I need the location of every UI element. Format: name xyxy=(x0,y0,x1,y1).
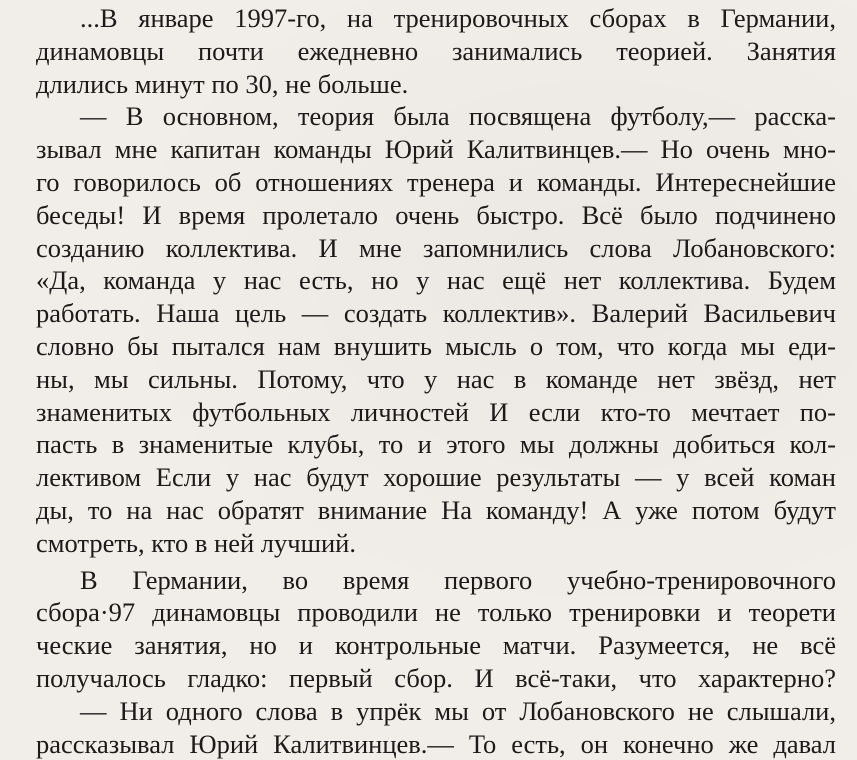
text-line: длились минут по 30, не больше. xyxy=(36,68,409,99)
paragraph-1 xyxy=(36,2,836,100)
text-line: «Да, команда у нас есть, но у нас ещё нет коллектива. Будем xyxy=(36,265,836,296)
text-line: смотреть, кто в ней лучший. xyxy=(36,527,356,558)
paragraph-3 xyxy=(36,564,836,695)
text-line: зывал мне капитан команды Юрий Калитвинцев.— Но очень мно- xyxy=(36,134,836,165)
paragraph-2 xyxy=(36,100,836,559)
text-line: ды, то на нас обратят внимание На команду! А уже потом будут xyxy=(36,494,836,525)
text-line: беседы! И время пролетало очень быстро. Всё было подчинено xyxy=(36,199,836,230)
text-line: В Германии, во время первого учебно-тренировочного xyxy=(80,564,836,595)
text-line: работать. Наша цель — создать коллектив». Валерий Васильевич xyxy=(36,298,836,329)
text-line: ческие занятия, но и контрольные матчи. Разумеется, не всё xyxy=(36,630,836,661)
text-line: — В основном, теория была посвящена футболу,— расска- xyxy=(80,101,836,132)
page-text xyxy=(36,2,836,760)
text-line: пасть в знаменитые клубы, то и этого мы должны добиться кол- xyxy=(36,429,836,460)
text-line: получалось гладко: первый сбор. И всё-таки, что характерно? xyxy=(36,662,836,693)
text-line: рассказывал Юрий Калитвинцев.— То есть, он конечно же давал xyxy=(36,728,836,759)
text-line: ...В январе 1997-го, на тренировочных сборах в Германии, xyxy=(80,3,836,33)
text-line: знаменитых футбольных личностей И если кто-то мечтает по- xyxy=(36,396,836,427)
text-line: динамовцы почти ежедневно занимались теорией. Занятия xyxy=(36,35,836,66)
text-line: словно бы пытался нам внушить мысль о том, что когда мы еди- xyxy=(36,330,836,361)
text-line: го говорилось об отношениях тренера и команды. Интереснейшие xyxy=(36,166,836,197)
text-line: сбора·97 динамовцы проводили не только тренировки и теорети xyxy=(36,597,836,628)
text-line: созданию коллектива. И мне запомнились слова Лобановского: xyxy=(36,232,836,263)
text-line: ны, мы сильны. Потому, что у нас в команде нет звёзд, нет xyxy=(36,363,836,394)
text-line: лективом Если у нас будут хорошие результаты — у всей коман xyxy=(36,462,836,493)
text-line: — Ни одного слова в упрёк мы от Лобановского не слышали, xyxy=(80,695,836,726)
paragraph-4 xyxy=(36,695,836,760)
